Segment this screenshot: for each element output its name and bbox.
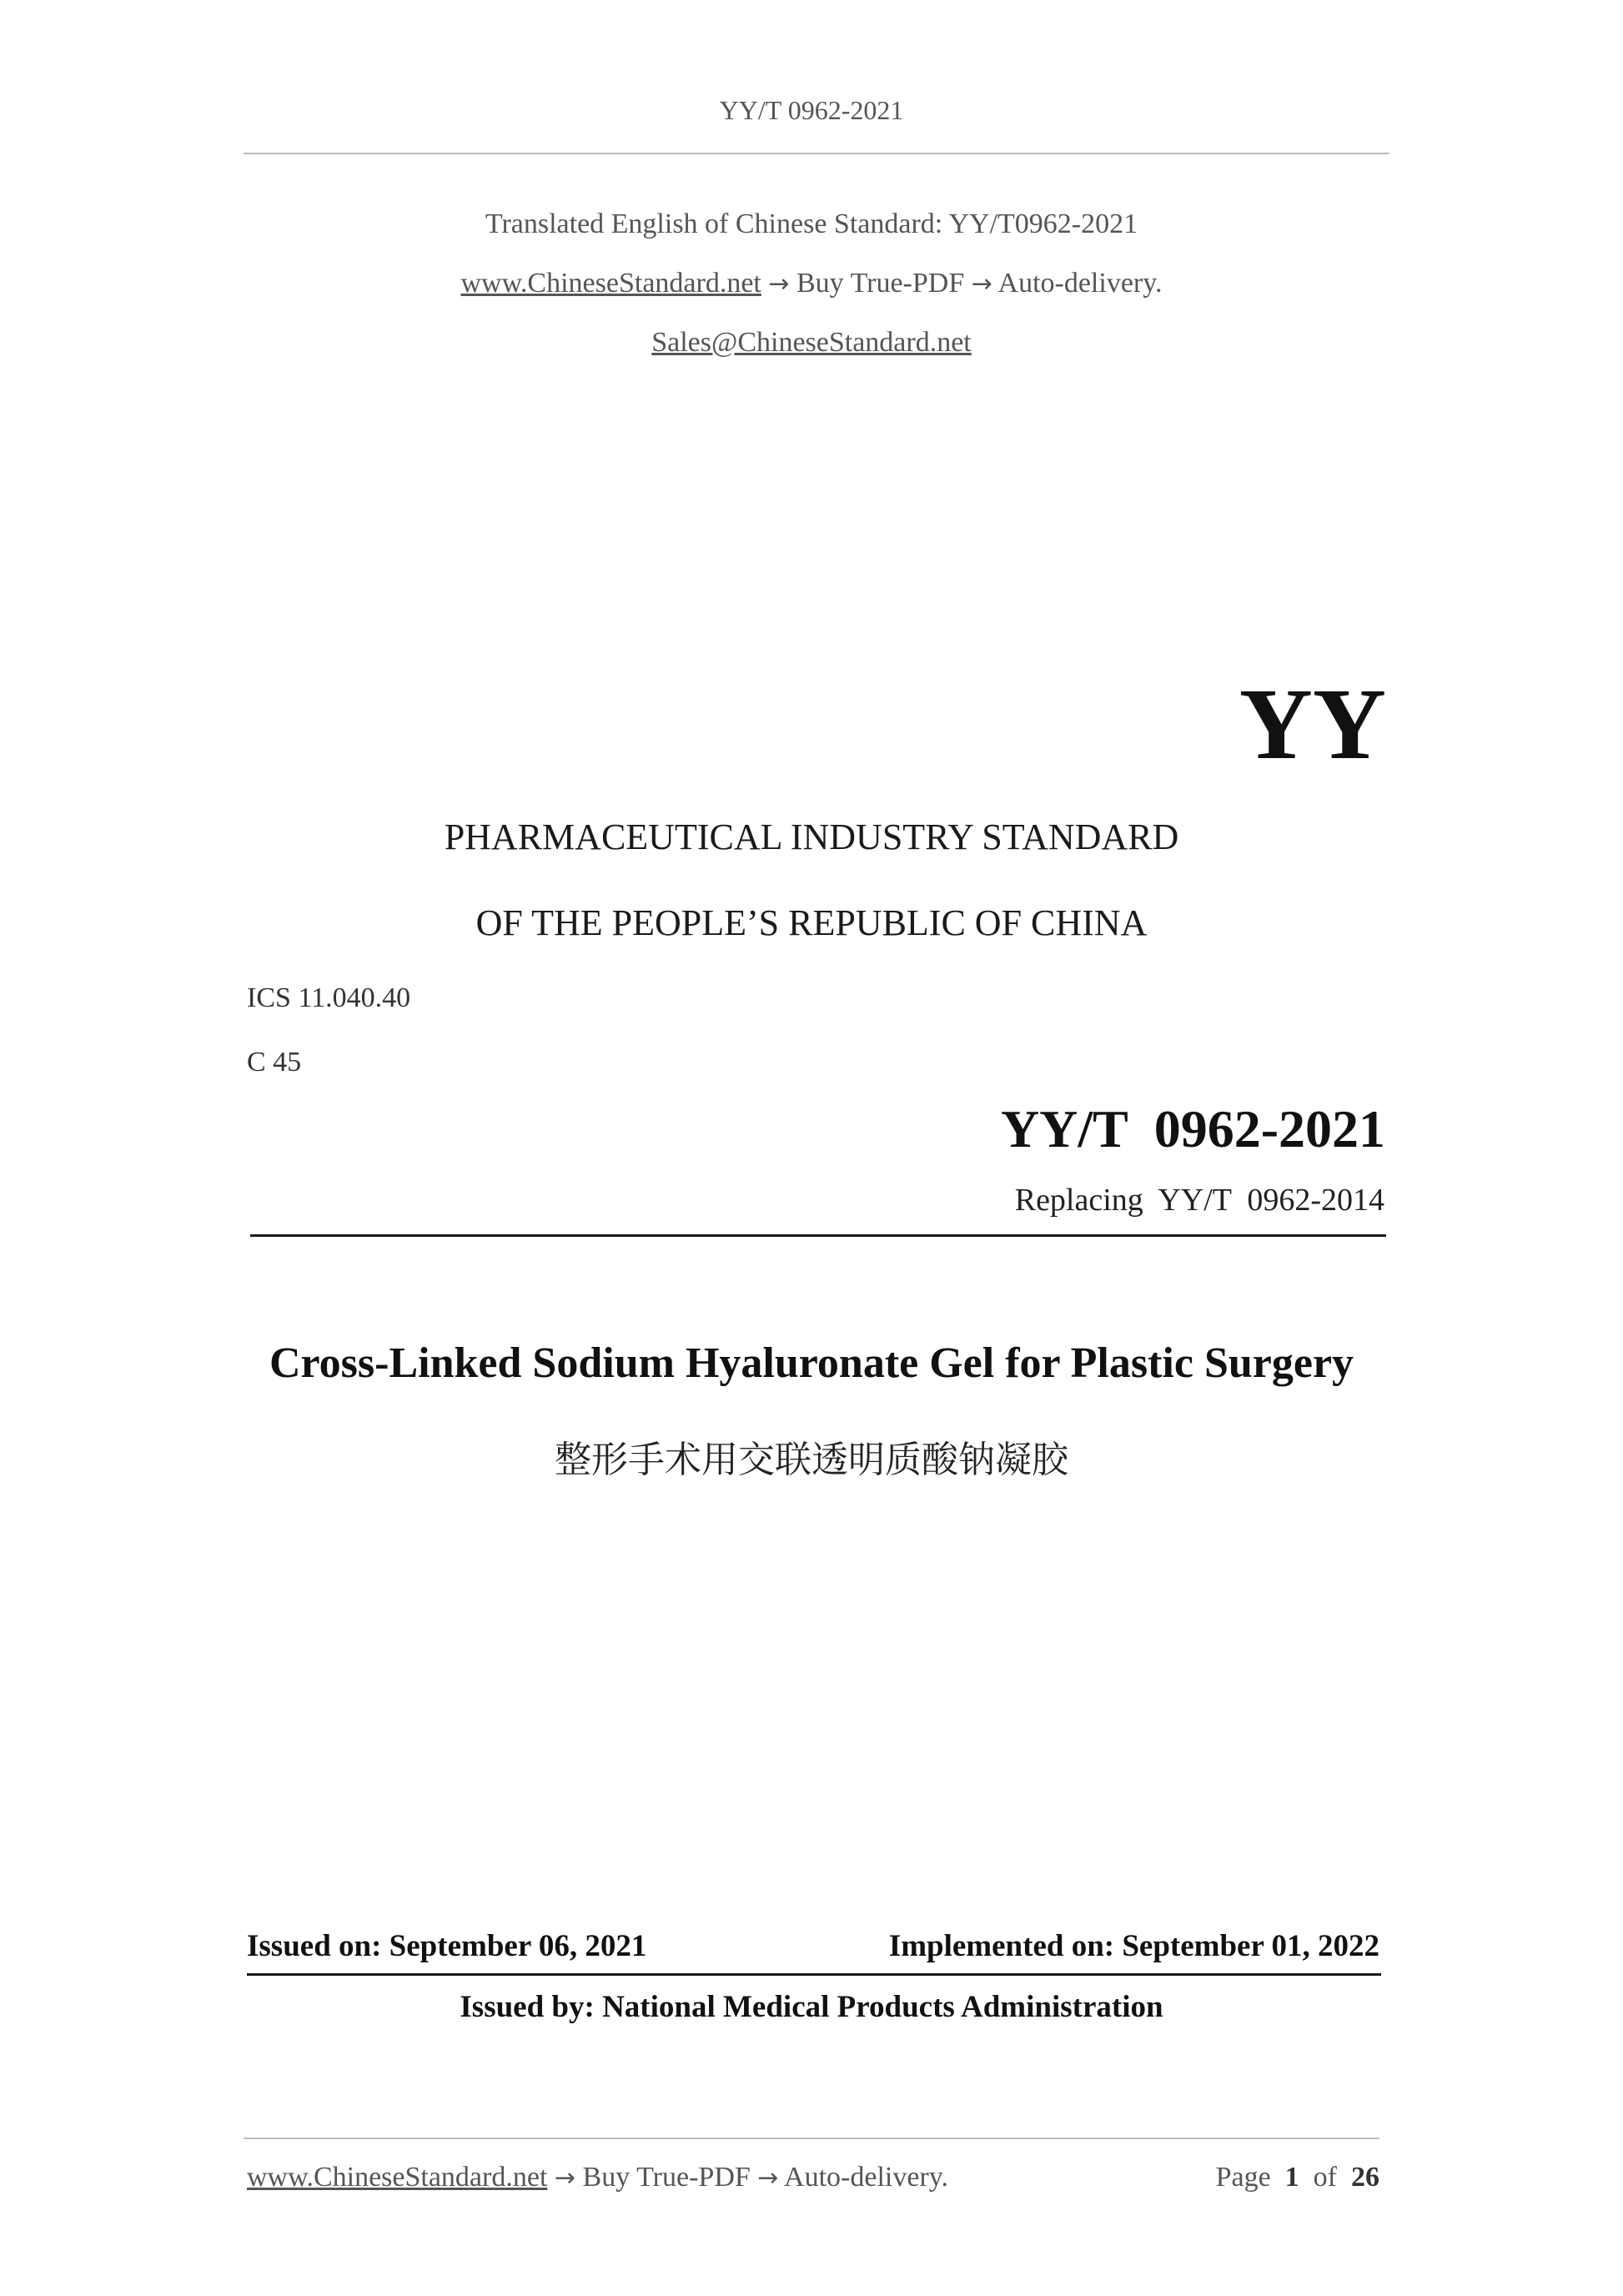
arrow-right-icon: → xyxy=(768,269,790,299)
footer-rule xyxy=(244,2138,1379,2139)
number-rule xyxy=(250,1234,1386,1237)
footer-delivery-text: Auto-delivery. xyxy=(784,2162,949,2193)
header-rule xyxy=(244,153,1389,154)
standard-category-line2: OF THE PEOPLE’S REPUBLIC OF CHINA xyxy=(475,902,1148,943)
purchase-line xyxy=(0,268,1623,299)
footer-buy-text: Buy True-PDF xyxy=(582,2162,751,2193)
arrow-right-icon: → xyxy=(757,2163,779,2193)
issuing-authority: Issued by: National Medical Products Administration xyxy=(460,1990,1163,2024)
email-link[interactable]: Sales@ChineseStandard.net xyxy=(651,327,972,358)
page-indicator xyxy=(1216,2162,1379,2193)
translation-notice: Translated English of Chinese Standard: YY/T0962-2021 xyxy=(485,208,1138,239)
page-current: 1 xyxy=(1284,2162,1299,2193)
document-title-chinese: 整形手术用交联透明质酸钠凝胶 xyxy=(555,1439,1068,1481)
ics-code: ICS 11.040.40 xyxy=(247,982,411,1013)
footer-purchase-line xyxy=(247,2162,948,2193)
implemented-date: Implemented on: September 01, 2022 xyxy=(888,1929,1379,1963)
page-total: 26 xyxy=(1351,2162,1379,2193)
arrow-right-icon: → xyxy=(554,2163,576,2193)
arrow-right-icon: → xyxy=(971,269,992,299)
document-title: Cross-Linked Sodium Hyaluronate Gel for Plastic Surgery xyxy=(269,1339,1354,1387)
issued-date: Issued on: September 06, 2021 xyxy=(247,1929,647,1963)
replacing-note: Replacing YY/T 0962-2014 xyxy=(1014,1183,1384,1218)
page-label: Page xyxy=(1215,2162,1271,2193)
website-link[interactable]: www.ChineseStandard.net xyxy=(460,268,761,299)
page-of: of xyxy=(1313,2162,1337,2193)
buy-text: Buy True-PDF xyxy=(796,268,965,299)
dates-rule xyxy=(247,1973,1381,1976)
ccs-code: C 45 xyxy=(247,1047,302,1078)
running-header: YY/T 0962-2021 xyxy=(719,95,904,125)
footer-website-link[interactable]: www.ChineseStandard.net xyxy=(247,2162,548,2193)
standard-mark: YY xyxy=(1239,668,1386,781)
delivery-text: Auto-delivery. xyxy=(997,268,1163,299)
email-line xyxy=(0,327,1623,359)
standard-category-line1: PHARMACEUTICAL INDUSTRY STANDARD xyxy=(444,816,1179,857)
standard-number: YY/T 0962-2021 xyxy=(1000,1099,1385,1158)
